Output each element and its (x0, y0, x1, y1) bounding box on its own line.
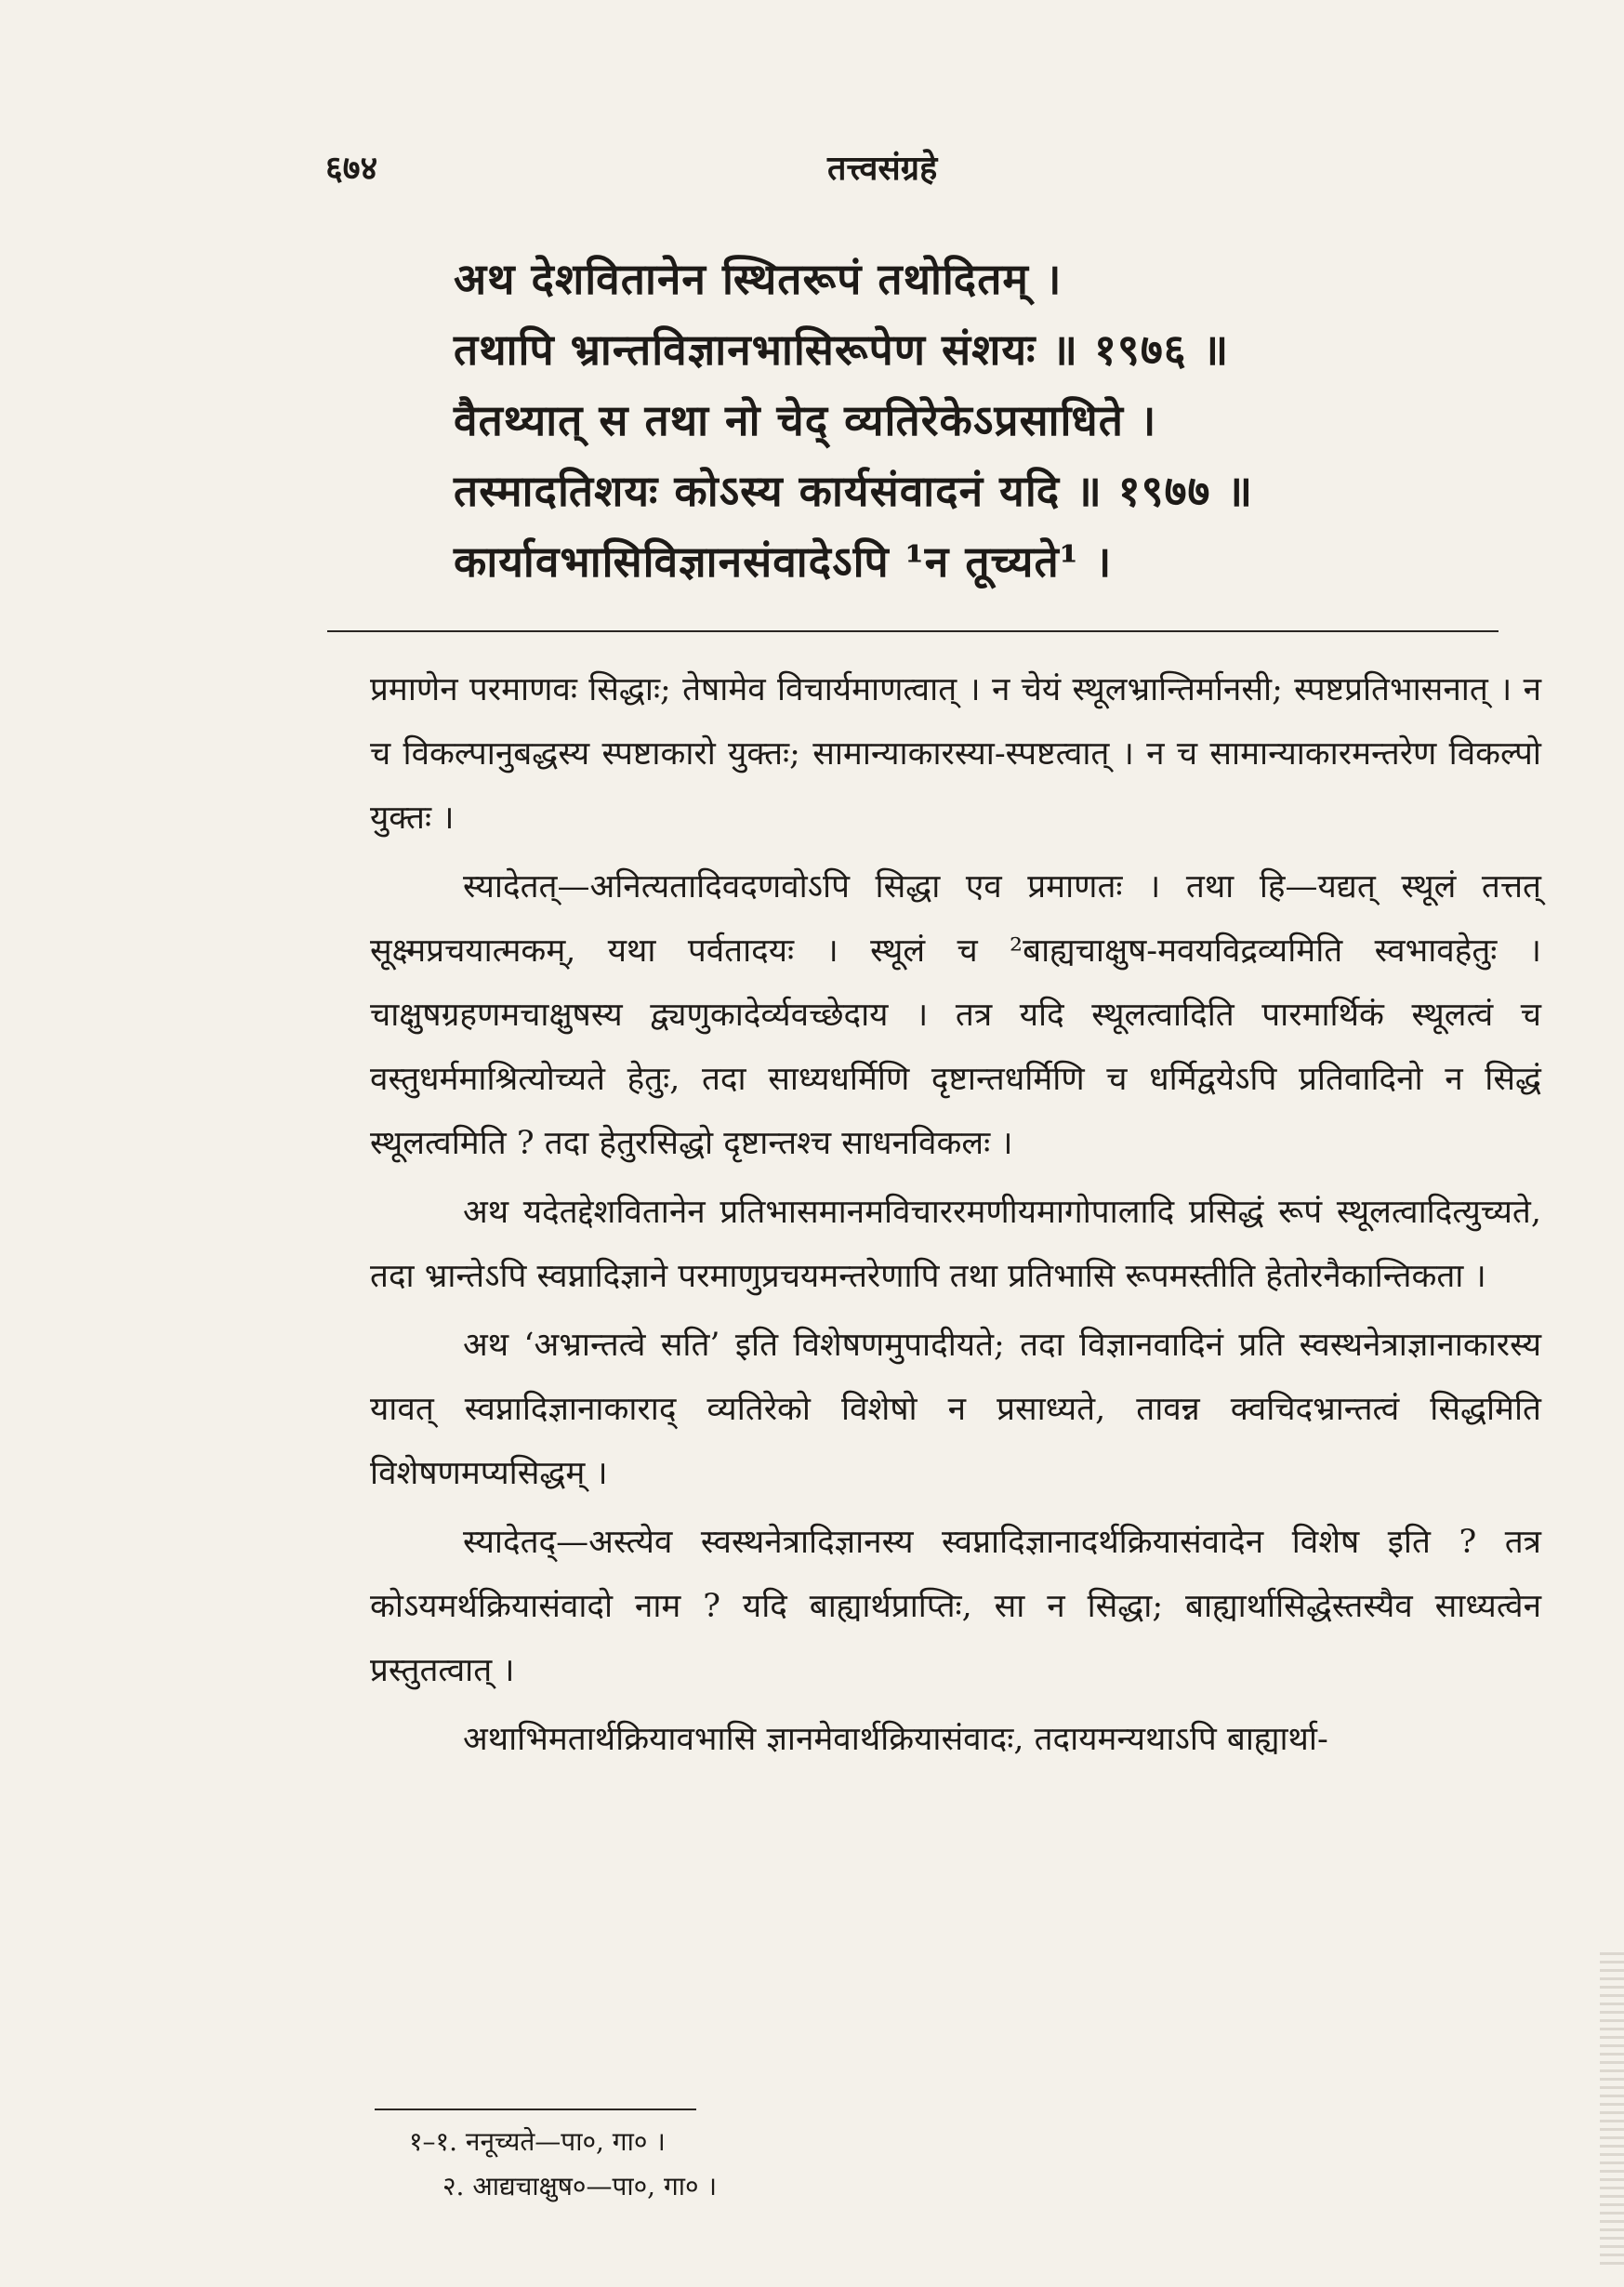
footnote: १–१. ननूच्यते—पा०, गा० । (409, 2126, 666, 2157)
footnotes (409, 2120, 1246, 2209)
commentary-paragraph: अथ ‘अभ्रान्तत्वे सति’ इति विशेषणमुपादीयते; तदा विज्ञानवादिनं प्रति स्वस्थनेत्राज्ञानाकारस्य यावत् स्वप्नादिज्ञानाकाराद् व्यतिरेको विशेषो न प्रसाध्यते, तावन्न क्वचिदभ्रान्तत्वं सिद्धमिति विशेषणमप्यसिद्धम् । (370, 1327, 1541, 1492)
verse-line: तथापि भ्रान्तविज्ञानभासिरूपेण संशयः ॥ १९७६ ॥ (454, 324, 1230, 375)
scan-edge-noise (1600, 1952, 1624, 2268)
commentary-paragraph: अथाभिमतार्थक्रियावभासि ज्ञानमेवार्थक्रियासंवादः, तदायमन्यथाऽपि बाह्यार्था- (463, 1721, 1328, 1758)
commentary-paragraph: प्रमाणेन परमाणवः सिद्धाः; तेषामेव विचार्यमाणत्वात् । न चेयं स्थूलभ्रान्तिर्मानसी; स्पष्टप्रतिभासनात् । न च विकल्पानुबद्धस्य स्पष्टाकारो युक्तः; सामान्याकारस्या-स्पष्टत्वात् । न च सामान्याकारमन्तरेण विकल्पो युक्तः । (370, 671, 1541, 837)
commentary-paragraph: स्यादेतद्—अस्त्येव स्वस्थनेत्रादिज्ञानस्य स्वप्नादिज्ञानादर्थक्रियासंवादेन विशेष इति ? तत्र कोऽयमर्थक्रियासंवादो नाम ? यदि बाह्यार्थप्राप्तिः, सा न सिद्धा; बाह्यार्थासिद्धेस्तस्यैव साध्यत्वेन प्रस्तुतत्वात् । (370, 1524, 1541, 1689)
verse-line: अथ देशवितानेन स्थितरूपं तथोदितम् । (454, 254, 1063, 304)
verse-divider (327, 630, 1499, 632)
verse-line: तस्मादतिशयः कोऽस्य कार्यसंवादनं यदि ॥ १९७७ ॥ (454, 466, 1254, 516)
footnote: २. आद्यचाक्षुष०—पा०, गा० । (442, 2171, 718, 2201)
verse-block (454, 244, 1513, 597)
running-title: तत्त्वसंग्रहे (827, 149, 938, 188)
commentary-paragraph: अथ यदेतद्देशवितानेन प्रतिभासमानमविचाररमणीयमागोपालादि प्रसिद्धं रूपं स्थूलत्वादित्युच्यते, तदा भ्रान्तेऽपि स्वप्नादिज्ञाने परमाणुप्रचयमन्तरेणापि तथा प्रतिभासि रूपमस्तीति हेतोरनैकान्तिकता । (370, 1194, 1541, 1295)
page-header (325, 144, 1543, 200)
verse-line: वैतथ्यात् स तथा नो चेद् व्यतिरेकेऽप्रसाधिते । (454, 395, 1157, 445)
page-number: ६७४ (325, 149, 378, 188)
commentary-paragraph: स्यादेतत्—अनित्यतादिवदणवोऽपि सिद्धा एव प्रमाणतः । तथा हि—यद्यत् स्थूलं तत्तत् सूक्ष्मप्रचयात्मकम्, यथा पर्वतादयः । स्थूलं च ²बाह्यचाक्षुष-मवयविद्रव्यमिति स्वभावहेतुः । चाक्षुषग्रहणमचाक्षुषस्य द्व्यणुकादेर्व्यवच्छेदाय । तत्र यदि स्थूलत्वादिति पारमार्थिकं स्थूलत्वं च वस्तुधर्ममाश्रित्योच्यते हेतुः, तदा साध्यधर्मिणि दृष्टान्तधर्मिणि च धर्मिद्वयेऽपि प्रतिवादिनो न सिद्धं स्थूलत्वमिति ? तदा हेतुरसिद्धो दृष्टान्तश्च साधनविकलः । (370, 868, 1541, 1162)
commentary-block (370, 658, 1541, 1777)
footnote-divider (375, 2109, 696, 2110)
verse-line: कार्यावभासिविज्ञानसंवादेऽपि ¹न तूच्यते¹ । (454, 536, 1113, 587)
